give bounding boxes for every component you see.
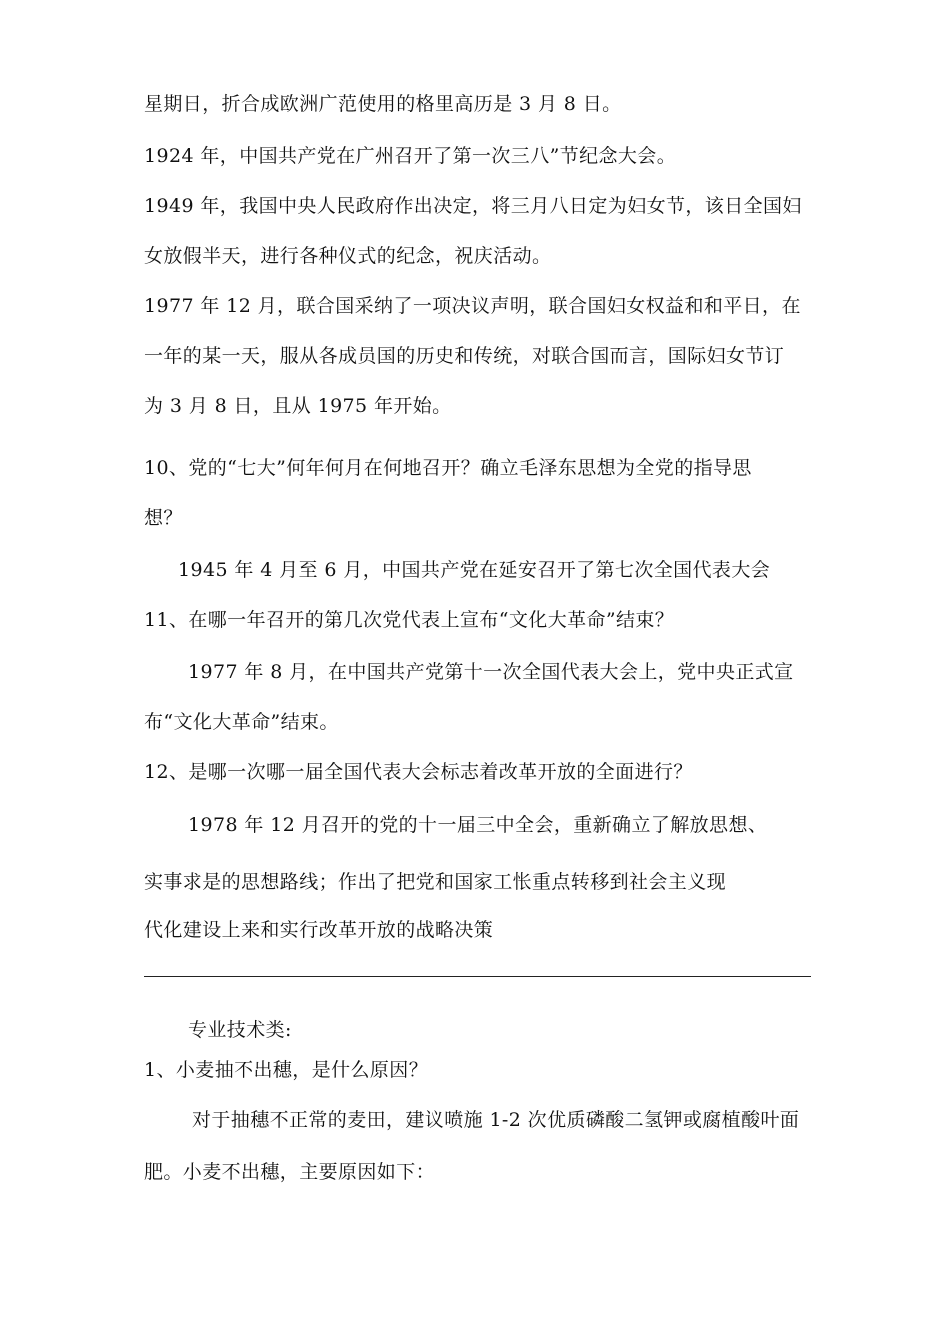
answer-line: 代化建设上来和实行改革开放的战略决策 <box>144 919 494 941</box>
paragraph-line: 女放假半天，进行各种仪式的纪念，祝庆活动。 <box>144 245 552 267</box>
answer-line: 1977 年 8 月，在中国共产党第十一次全国代表大会上，党中央正式宣 <box>188 661 794 683</box>
paragraph-line: 为 3 月 8 日，且从 1975 年开始。 <box>144 395 452 417</box>
answer-line: 布“文化大革命”结束。 <box>144 711 339 733</box>
answer-line: 实事求是的思想路线；作出了把党和国家工怅重点转移到社会主义现 <box>144 871 727 893</box>
paragraph-line: 星期日，折合成欧洲广范使用的格里高历是 3 月 8 日。 <box>144 93 622 115</box>
paragraph-line: 1924 年，中国共产党在广州召开了第一次三八”节纪念大会。 <box>144 145 677 167</box>
question-line: 1、小麦抽不出穗，是什么原因？ <box>144 1059 429 1081</box>
answer-line: 1945 年 4 月至 6 月，中国共产党在延安召开了第七次全国代表大会 <box>178 559 771 581</box>
question-line: 11、在哪一年召开的第几次党代表上宣布“文化大革命”结束？ <box>144 609 675 631</box>
question-line: 想？ <box>144 507 183 529</box>
question-line: 10、党的“七大”何年何月在何地召开？确立毛泽东思想为全党的指导思 <box>144 457 752 479</box>
paragraph-line: 1977 年 12 月，联合国采纳了一项决议声明，联合国妇女权益和和平日，在 <box>144 295 801 317</box>
paragraph-line: 一年的某一天，服从各成员国的历史和传统，对联合国而言，国际妇女节订 <box>144 345 785 367</box>
paragraph-line: 1949 年，我国中央人民政府作出决定，将三月八日定为妇女节，该日全国妇 <box>144 195 802 217</box>
answer-line: 1978 年 12 月召开的党的十一届三中全会，重新确立了解放思想、 <box>188 814 768 836</box>
question-line: 12、是哪一次哪一届全国代表大会标志着改革开放的全面进行？ <box>144 761 693 783</box>
section-heading: 专业技术类: <box>188 1019 292 1041</box>
answer-line: 肥。小麦不出穗，主要原因如下： <box>144 1161 436 1183</box>
answer-line: 对于抽穗不正常的麦田，建议喷施 1-2 次优质磷酸二氢钾或腐植酸叶面 <box>192 1109 800 1131</box>
section-divider <box>144 976 811 977</box>
